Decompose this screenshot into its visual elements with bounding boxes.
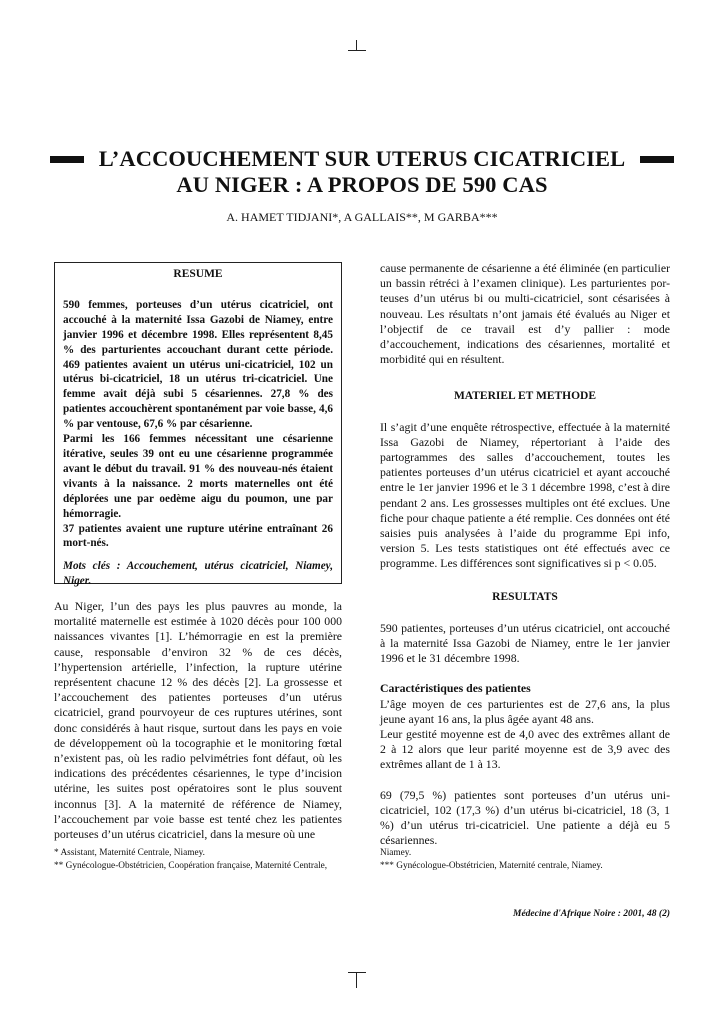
abstract-paragraph: 37 patientes avaient une rupture utérine entraînant 26 mort-nés. [63, 522, 333, 550]
intro-paragraph: Au Niger, l’un des pays les plus pauvres au monde, la mortalité maternelle est estimée à 1020 décès pour 100 000 naissances vivantes [1]. L’hémorragie en est la première cause, responsable d’environ 32 % de ces décès, l’hypertension artérielle, l’infection, la rupture utérine représentent chacune 12 % des décès [2]. La grossesse et l’accouchement des patientes porteuses d’un utérus cicatriciel, grand pourvoyeur de ces ruptures utérines, sont donc considérés à haut risque, surtout dans les pays en voie de développement où la tocographie et le monitoring fœtal n’existent pas, où les radio pelvimétries font défaut, où les indications des précédentes césariennes, le type d’incision utérine, les suites post opératoires sont le plus souvent inconnus [3]. A la maternité de référence de Niamey, l’accouchement par voie basse est tenté chez les patientes porteuses d’un utérus cicatriciel, dans la mesure où une [54, 599, 342, 842]
results-heading: RESULTATS [492, 590, 558, 603]
title-line-2: AU NIGER : A PROPOS DE 590 CAS [176, 172, 548, 197]
title-line-1: L’ACCOUCHEMENT SUR UTERUS CICATRICIEL [98, 146, 626, 171]
abstract-paragraph: 590 femmes, porteuses d’un utérus cicatriciel, ont accouché à la maternité Issa Gazobi de Niamey, entre janvier 1996 et décembre 1998. Elles représentent 8,45 % des parturientes accouchant durant cette période. 469 patientes avaient un utérus uni-cicatriciel, 102 un utérus bi-cicatriciel, 18 un utérus tri-cicatriciel. Une femme avait déjà subi 5 césariennes. 27,8 % des patientes accouchèrent spontanément par voie basse, 4,6 % par ventouse, 67,6 % par césarienne. [63, 298, 333, 431]
footnote: * Assistant, Maternité Centrale, Niamey. [54, 848, 205, 858]
patients-paragraph: L’âge moyen de ces parturientes est de 27,6 ans, la plus jeune ayant 16 ans, la plus âgée ayant 48 ans. [380, 696, 670, 726]
footnotes-right [380, 847, 680, 872]
methods-heading: MATERIEL ET METHODE [453, 390, 597, 403]
journal-reference: Médecine d'Afrique Noire : 2001, 48 (2) [513, 909, 670, 919]
abstract-keywords: Mots clés : Accouchement, utérus cicatriciel, Niamey, Niger. [63, 560, 333, 588]
patients-heading: Caractéristiques des patientes [380, 681, 531, 696]
abstract-box [54, 262, 342, 588]
methods-paragraph: Il s’agit d’une enquête rétrospective, effectuée à la maternité Issa Gazobi de Niamey, répertoriant à l’aide des partogrammes des salles d’accouchement, toutes les patientes porteuses d’un utérus cicatriciel et ayant accouché entre le 1er janvier 1996 et le 3 1 décembre 1998, c’est à dire pendant 2 ans. Les grossesses multiples ont été exclues. Une fiche pour chaque patiente a été remplie. Ces données ont été saisies puis analysées à l’aide du programme Epi info, version 5. Les tests statistiques ont été effectués avec ce programme. Les différences sont significatives si p < 0.05. [380, 419, 670, 571]
patients-paragraph: Leur gestité moyenne est de 4,0 avec des extrêmes allant de 2 à 12 alors que leur parité moyenne est de 3,9 avec des extrêmes allant de 1 à 13. [380, 727, 670, 772]
intro-continuation: cause permanente de césarienne a été éliminée (en particulier un bassin rétréci à l’examen clinique). Les parturientes por-teuses d’un utérus bi ou multi-cicatriciel, sont césarisées à nouveau. Les résultats n’ont jamais été évalués au Niger et l’objectif de ce travail est d’y pallier : mode d’accouchement, indications des césariennes, mortalité et morbidité qui en résultent. [380, 261, 670, 367]
crop-mark-top [348, 40, 366, 54]
title-bar-right [640, 156, 674, 163]
patients-paragraph: 69 (79,5 %) patientes sont porteuses d’un utérus uni-cicatriciel, 102 (17,3 %) d’un utérus bi-cicatriciel, 18 (3, 1 %) d’un utérus tri-cicatriciel. Une patiente a déjà eu 5 césariennes. [380, 787, 670, 848]
results-paragraph: 590 patientes, porteuses d’un utérus cicatriciel, ont accouché à la maternité Issa Gazobi de Niamey, entre le 1er janvier 1996 et le 31 décembre 1998. [380, 620, 670, 666]
footnote: ** Gynécologue-Obstétricien, Coopération française, Maternité Centrale, [54, 860, 328, 871]
article-title [90, 146, 634, 198]
abstract-paragraph: Parmi les 166 femmes nécessitant une césarienne itérative, seules 39 ont eu une césarienne programmée avant le début du travail. 91 % des nouveau-nés étaient vivants à la naissance. 2 morts maternelles ont été déplorées une par oedème aigu du poumon, une par hémorragie. [63, 433, 333, 520]
footnote: Niamey. [380, 848, 412, 858]
title-bar-left [50, 156, 84, 163]
authors: A. HAMET TIDJANI*, A GALLAIS**, M GARBA*** [226, 210, 498, 224]
footnotes-left [54, 847, 354, 872]
right-column [380, 261, 670, 849]
abstract-heading: RESUME [173, 268, 223, 280]
left-column [54, 599, 342, 842]
crop-mark-bottom [348, 972, 366, 988]
footnote: *** Gynécologue-Obstétricien, Maternité centrale, Niamey. [380, 860, 603, 871]
